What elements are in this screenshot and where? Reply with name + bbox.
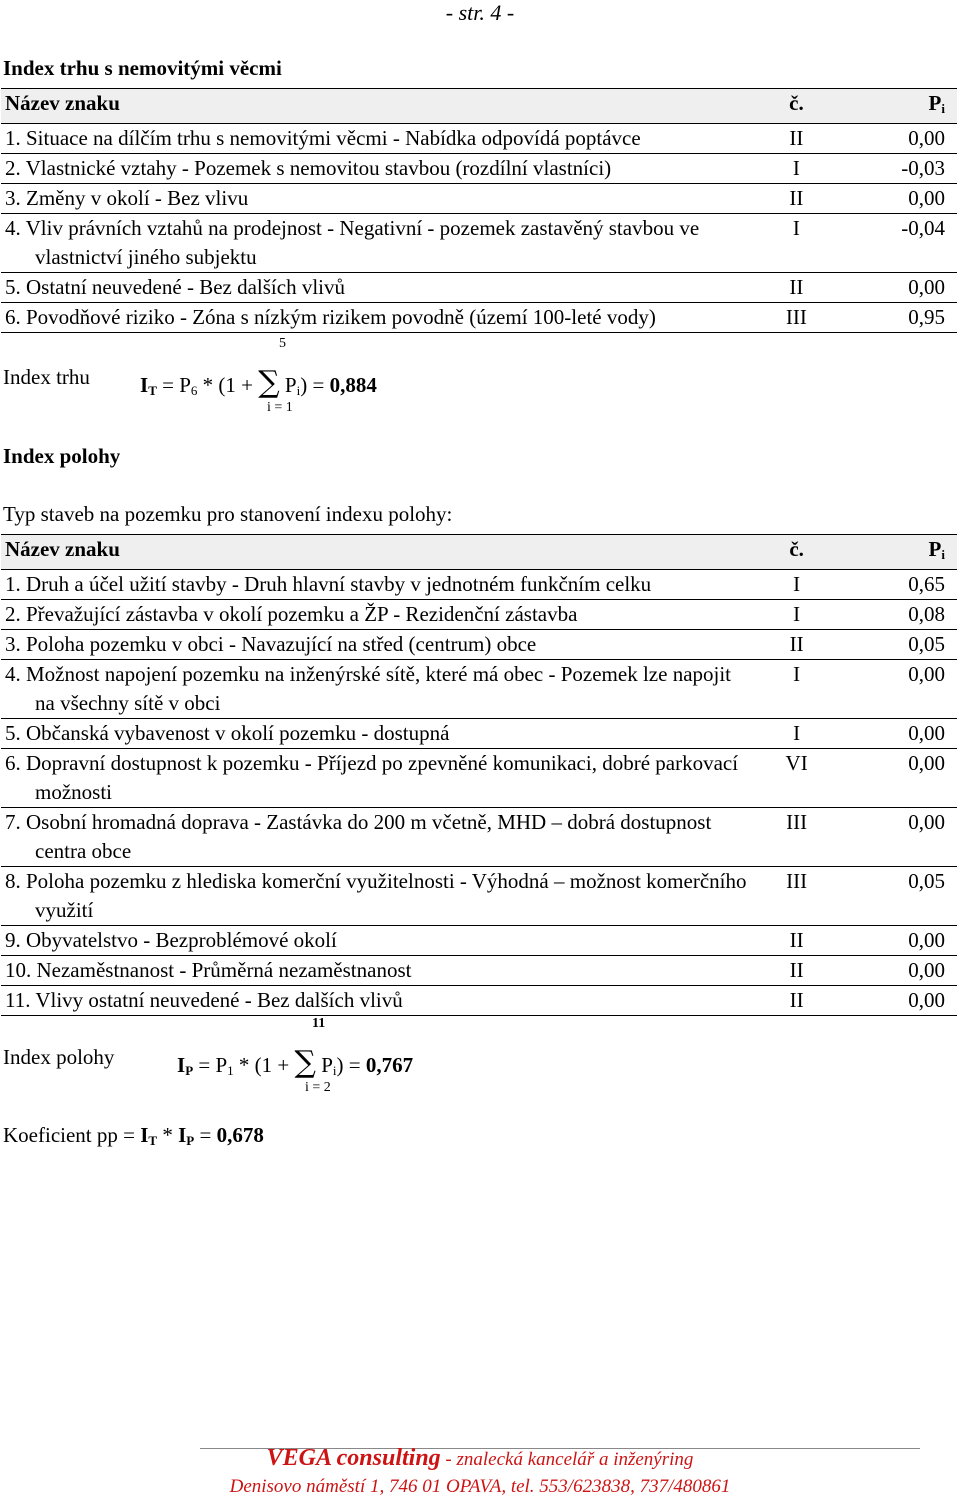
sum-upper-limit: 5 (279, 336, 286, 351)
header-num: č. (755, 535, 838, 570)
formula-label: Index polohy (3, 1045, 115, 1069)
table-row (1, 570, 957, 600)
index-trhu-formula (3, 330, 603, 420)
row-number: II (755, 926, 838, 956)
row-pi-value: 0,00 (838, 956, 957, 986)
row-name: 1. Situace na dílčím trhu s nemovitými věcmi - Nabídka odpovídá poptávce (1, 124, 755, 154)
row-number: III (755, 808, 838, 867)
table-row (1, 273, 957, 303)
index-trhu-result: 0,884 (329, 373, 377, 397)
row-pi-value: 0,95 (838, 303, 957, 333)
footer-address: Denisovo náměstí 1, 746 01 OPAVA, tel. 553/623838, 737/480861 (229, 1476, 731, 1497)
table-row (1, 303, 957, 333)
sum-lower-limit: i = 2 (305, 1080, 331, 1095)
table-row (1, 808, 957, 867)
table-row (1, 986, 957, 1016)
row-name: 4. Vliv právních vztahů na prodejnost - Negativní - pozemek zastavěný stavbou ve vlastnictví jiného subjektu (1, 214, 755, 273)
row-name: 2. Vlastnické vztahy - Pozemek s nemovitou stavbou (rozdílní vlastníci) (1, 154, 755, 184)
table-row (1, 184, 957, 214)
index-trhu-heading: Index trhu s nemovitými věcmi (3, 56, 282, 80)
row-pi-value: -0,04 (838, 214, 957, 273)
row-number: III (755, 303, 838, 333)
table-header-row (1, 535, 957, 570)
row-pi-value: 0,00 (838, 184, 957, 214)
typ-staveb-text: Typ staveb na pozemku pro stanovení indexu polohy: (3, 502, 453, 526)
row-pi-value: 0,65 (838, 570, 957, 600)
table-row (1, 956, 957, 986)
row-number: II (755, 273, 838, 303)
table-row (1, 926, 957, 956)
row-number: I (755, 154, 838, 184)
header-num: č. (755, 89, 838, 124)
row-name: 5. Ostatní neuvedené - Bez dalších vlivů (1, 273, 755, 303)
table-row (1, 600, 957, 630)
sum-lower-limit: i = 1 (267, 400, 293, 415)
row-name: 9. Obyvatelstvo - Bezproblémové okolí (1, 926, 755, 956)
table-row (1, 660, 957, 719)
row-pi-value: 0,00 (838, 719, 957, 749)
row-number: III (755, 867, 838, 926)
header-pi: $P_i$ (838, 89, 957, 124)
row-number: I (755, 719, 838, 749)
header-name: Název znaku (1, 535, 755, 570)
row-number: I (755, 570, 838, 600)
formula-expression: $I_T = P_6 * (1$ + ∑ $P_i) = 0,884$ (140, 365, 377, 400)
row-name: 7. Osobní hromadná doprava - Zastávka do 200 m včetně, MHD – dobrá dostupnost centra obce (1, 808, 755, 867)
row-name: 1. Druh a účel užití stavby - Druh hlavní stavby v jednotném funkčním celku (1, 570, 755, 600)
formula-expression: $I_P = P_1 * (1$ + ∑ $P_i) = 0,767$ (177, 1045, 414, 1080)
row-number: II (755, 986, 838, 1016)
row-pi-value: 0,00 (838, 124, 957, 154)
row-pi-value: 0,08 (838, 600, 957, 630)
row-pi-value: 0,00 (838, 660, 957, 719)
index-polohy-formula (3, 1012, 603, 1102)
row-pi-value: 0,00 (838, 749, 957, 808)
row-number: I (755, 660, 838, 719)
row-name: 6. Dopravní dostupnost k pozemku - Příjezd po zpevněné komunikaci, dobré parkovací možnosti (1, 749, 755, 808)
row-name: 5. Občanská vybavenost v okolí pozemku - dostupná (1, 719, 755, 749)
location-index-table (1, 534, 957, 1016)
row-name: 3. Poloha pozemku v obci - Navazující na střed (centrum) obce (1, 630, 755, 660)
row-name: 6. Povodňové riziko - Zóna s nízkým rizikem povodně (území 100-leté vody) (1, 303, 755, 333)
table-row (1, 154, 957, 184)
row-pi-value: 0,05 (838, 867, 957, 926)
header-name: Název znaku (1, 89, 755, 124)
row-number: II (755, 184, 838, 214)
row-name: 2. Převažující zástavba v okolí pozemku a ŽP - Rezidenční zástavba (1, 600, 755, 630)
row-pi-value: 0,00 (838, 986, 957, 1016)
table-row (1, 867, 957, 926)
table-row (1, 124, 957, 154)
row-name: 8. Poloha pozemku z hlediska komerční využitelnosti - Výhodná – možnost komerčního využití (1, 867, 755, 926)
row-name: 10. Nezaměstnanost - Průměrná nezaměstnanost (1, 956, 755, 986)
row-number: II (755, 630, 838, 660)
row-name: 4. Možnost napojení pozemku na inženýrské sítě, které má obec - Pozemek lze napojit na všechny sítě v obci (1, 660, 755, 719)
row-name: 3. Změny v okolí - Bez vlivu (1, 184, 755, 214)
row-pi-value: 0,00 (838, 808, 957, 867)
row-number: VI (755, 749, 838, 808)
table-row (1, 719, 957, 749)
page-number: - str. 4 - (445, 0, 515, 25)
table-row (1, 749, 957, 808)
formula-label: Index trhu (3, 365, 90, 389)
row-number: I (755, 214, 838, 273)
index-polohy-result: 0,767 (365, 1053, 414, 1077)
row-pi-value: -0,03 (838, 154, 957, 184)
footer-firm: VEGA consulting - znalecká kancelář a inženýring (266, 1445, 694, 1471)
row-pi-value: 0,00 (838, 926, 957, 956)
row-number: II (755, 124, 838, 154)
index-polohy-heading: Index polohy (3, 444, 121, 468)
market-index-table (1, 88, 957, 333)
row-pi-value: 0,00 (838, 273, 957, 303)
header-pi: $P_i$ (838, 535, 957, 570)
table-row (1, 214, 957, 273)
row-number: II (755, 956, 838, 986)
sigma-symbol: ∑ (258, 365, 280, 400)
koeficient-result: 0,678 (216, 1123, 264, 1147)
row-pi-value: 0,05 (838, 630, 957, 660)
table-row (1, 630, 957, 660)
table-header-row (1, 89, 957, 124)
sigma-symbol: ∑ (294, 1045, 316, 1080)
koeficient-line: Koeficient pp = $I_T * I_P = 0,678$ (3, 1123, 264, 1148)
row-name: 11. Vlivy ostatní neuvedené - Bez dalších vlivů (1, 986, 755, 1016)
row-number: I (755, 600, 838, 630)
sum-upper-limit: 11 (312, 1016, 326, 1031)
